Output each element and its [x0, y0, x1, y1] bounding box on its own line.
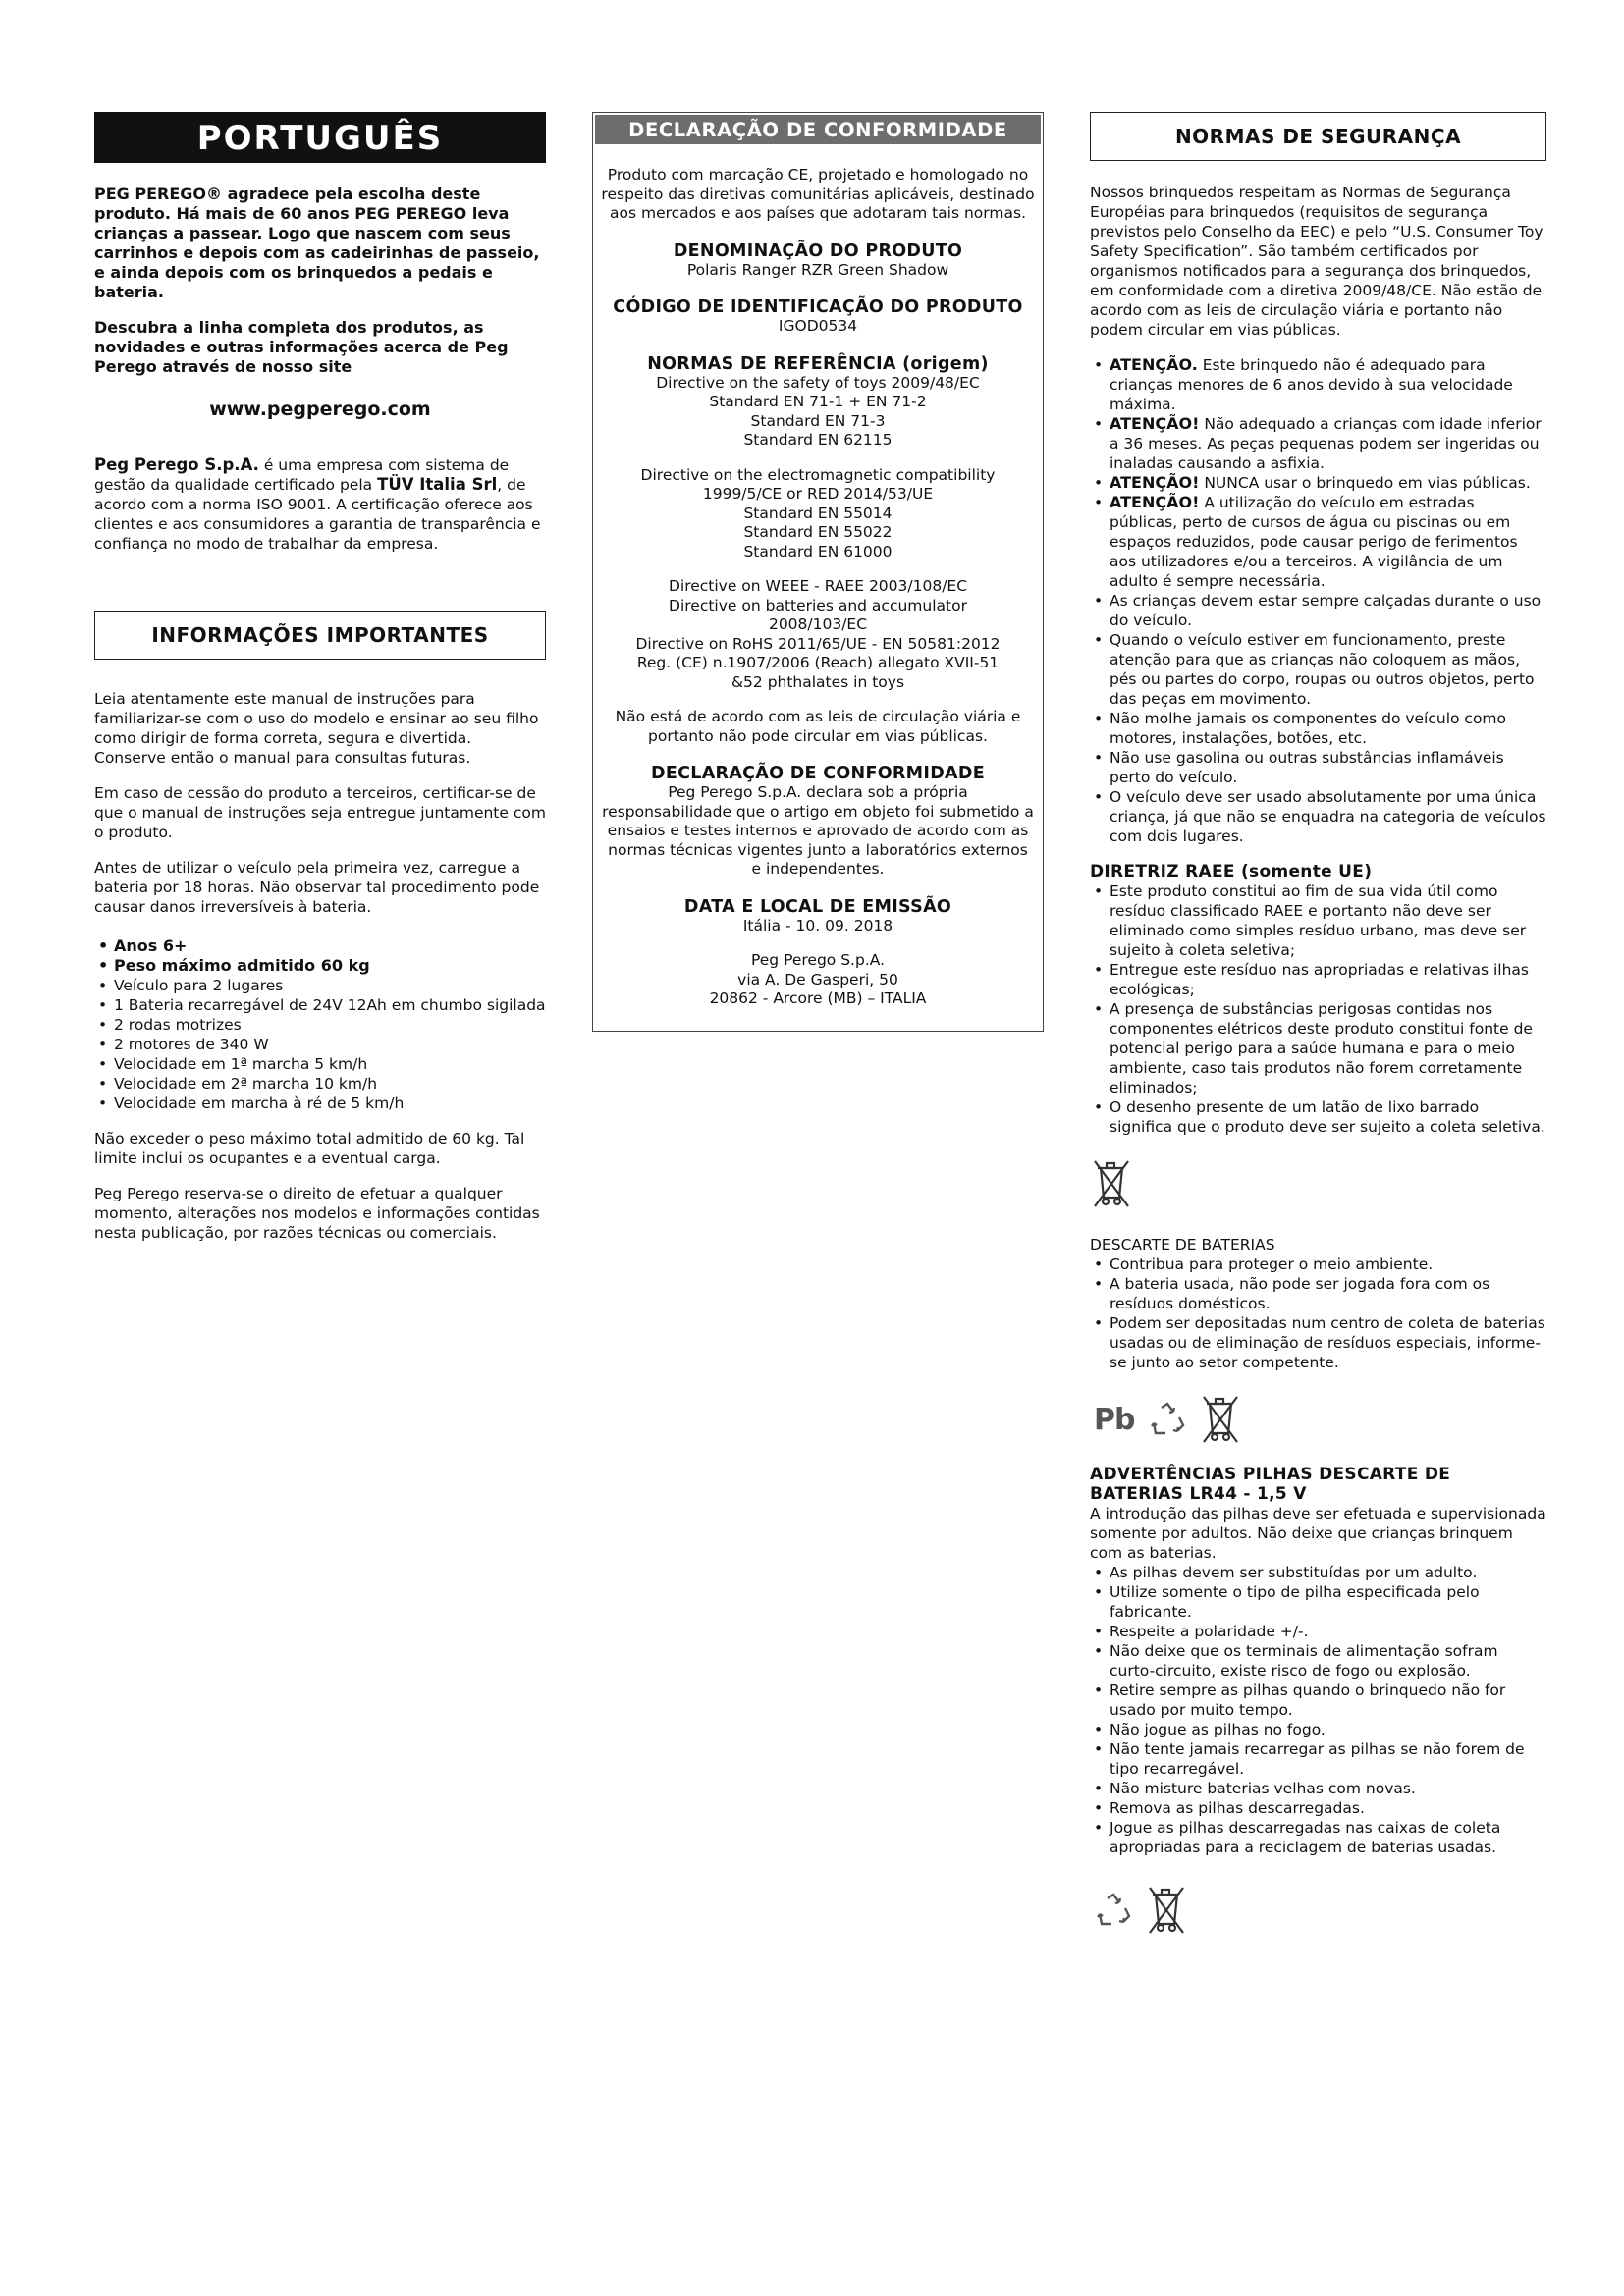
list-item: • O veículo deve ser usado absolutamente por uma única criança, já que não se enquadra na categoria de veículos com dois lugares.: [1090, 787, 1546, 846]
list-item: • 2 rodas motrizes: [94, 1015, 546, 1035]
product-code: IGOD0534: [778, 317, 858, 335]
norm-line: Standard EN 62115: [743, 431, 893, 449]
cells-heading: ADVERTÊNCIAS PILHAS DESCARTE DE BATERIAS LR44 - 1,5 V: [1090, 1465, 1451, 1504]
spec-list: [94, 936, 546, 1113]
raee-list: [1090, 881, 1546, 1137]
list-item: • A bateria usada, não pode ser jogada fora com os resíduos domésticos.: [1090, 1274, 1546, 1313]
norm-line: Standard EN 71-3: [750, 411, 886, 430]
list-item: • Não tente jamais recarregar as pilhas se não forem de tipo recarregável.: [1090, 1739, 1546, 1779]
list-item: • Entregue este resíduo nas apropriadas e relativas ilhas ecológicas;: [1090, 960, 1546, 999]
list-item: • Contribua para proteger o meio ambiente.: [1090, 1255, 1546, 1274]
norm-line: Directive on the safety of toys 2009/48/EC: [656, 373, 980, 392]
norm-line: Reg. (CE) n.1907/2006 (Reach) allegato XVII-51: [636, 654, 1000, 671]
list-item: • Não deixe que os terminais de alimentação sofram curto-circuito, existe risco de fogo ou explosão.: [1090, 1641, 1546, 1681]
list-item: • Velocidade em 1ª marcha 5 km/h: [94, 1054, 546, 1074]
list-item: • Não jogue as pilhas no fogo.: [1090, 1720, 1546, 1739]
list-item: • Peso máximo admitido 60 kg: [94, 956, 546, 976]
list-item: • Este produto constitui ao fim de sua vida útil como resíduo classificado RAEE e portanto não deve ser eliminado como simples resíduo urbano, mas deve ser sujeito à coleta seletiva;: [1090, 881, 1546, 960]
list-item: • As pilhas devem ser substituídas por um adulto.: [1090, 1563, 1546, 1582]
left-column: [94, 112, 546, 1243]
list-item: • Velocidade em marcha à ré de 5 km/h: [94, 1094, 546, 1113]
list-item: • Remova as pilhas descarregadas.: [1090, 1798, 1546, 1818]
norm-line: Directive on the electromagnetic compatibility: [640, 465, 996, 484]
cells-intro: A introdução das pilhas deve ser efetuada e supervisionada somente por adultos. Não deixe que crianças brinquem com as baterias.: [1090, 1505, 1546, 1562]
list-item: • Não misture baterias velhas com novas.: [1090, 1779, 1546, 1798]
list-item: • Jogue as pilhas descarregadas nas caixas de coleta apropriadas para a reciclagem de baterias usadas.: [1090, 1818, 1546, 1857]
language-title: PORTUGUÊS: [94, 112, 546, 163]
battery-list: [1090, 1255, 1546, 1372]
intro-text: PEG PEREGO® agradece pela escolha deste produto. Há mais de 60 anos PEG PEREGO leva crianças a passear. Logo que nascem com seus carrinhos e depois com as cadeirinhas de passeio, e ainda depois com os brinquedos a pedais e bateria.: [94, 185, 540, 301]
declaration-intro: Produto com marcação CE, projetado e homologado no respeito das diretivas comunitárias aplicáveis, destinado aos mercados e aos países que adotaram tais normas.: [601, 166, 1035, 222]
product-code-heading: CÓDIGO DE IDENTIFICAÇÃO DO PRODUTO: [613, 297, 1023, 317]
declaration-heading: DECLARAÇÃO DE CONFORMIDADE: [651, 764, 985, 783]
safety-heading: NORMAS DE SEGURANÇA: [1090, 112, 1546, 161]
list-item: • Velocidade em 2ª marcha 10 km/h: [94, 1074, 546, 1094]
website-link[interactable]: www.pegperego.com: [209, 399, 431, 420]
center-column: [592, 112, 1044, 1032]
declaration-title: DECLARAÇÃO DE CONFORMIDADE: [595, 115, 1041, 144]
right-column: [1090, 112, 1546, 1936]
list-item: • Não use gasolina ou outras substâncias inflamáveis perto do veículo.: [1090, 748, 1546, 787]
weee-icon-row: [1092, 1158, 1546, 1209]
raee-heading: DIRETRIZ RAEE (somente UE): [1090, 862, 1373, 881]
norm-line: Standard EN 55014: [743, 504, 893, 522]
info-paragraph-2: Em caso de cessão do produto a terceiros, certificar-se de que o manual de instruções seja entregue juntamente com o produto.: [94, 784, 546, 841]
product-name: Polaris Ranger RZR Green Shadow: [686, 260, 949, 279]
norm-line: &52 phthalates in toys: [731, 672, 905, 691]
company-text-1: é uma empresa com sistema de gestão da qualidade certificado pela: [94, 456, 510, 494]
lead-pb-icon: Pb: [1094, 1402, 1135, 1437]
address-line: 20862 - Arcore (MB) – ITALIA: [709, 989, 927, 1007]
cells-icon-row: [1094, 1885, 1546, 1936]
list-item: • O desenho presente de um latão de lixo barrado significa que o produto deve ser sujeito a coleta seletiva.: [1090, 1097, 1546, 1137]
weight-note: Não exceder o peso máximo total admitido de 60 kg. Tal limite inclui os ocupantes e a eventual carga.: [94, 1130, 525, 1167]
date-heading: DATA E LOCAL DE EMISSÃO: [683, 896, 952, 917]
norm-line: 1999/5/CE or RED 2014/53/UE: [702, 485, 934, 503]
norm-line: Directive on RoHS 2011/65/UE - EN 50581:2012: [635, 634, 1001, 653]
list-item: • Utilize somente o tipo de pilha especificada pelo fabricante.: [1090, 1582, 1546, 1622]
norm-line: 2008/103/EC: [768, 615, 868, 633]
list-item: • A presença de substâncias perigosas contidas nos componentes elétricos deste produto constitui fonte de potencial perigo para a saúde humana e para o meio ambiente, caso tais produtos não forem corretamente eliminados;: [1090, 999, 1546, 1097]
discover-text: Descubra a linha completa dos produtos, as novidades e outras informações acerca de Peg Perego através de nosso site: [94, 318, 509, 376]
warning-list: [1090, 355, 1546, 846]
info-paragraph-1: Leia atentamente este manual de instruções para familiarizar-se com o uso do modelo e ensinar ao seu filho como dirigir de forma correta, segura e divertida. Conserve então o manual para consultas futuras.: [94, 690, 539, 767]
important-info-heading: INFORMAÇÕES IMPORTANTES: [94, 611, 546, 660]
crossed-bin-icon: [1147, 1885, 1186, 1936]
list-item: • Quando o veículo estiver em funcionamento, preste atenção para que as crianças não coloquem as mãos, pés ou partes do corpo, roupas ou outros objetos, perto das peças em movimento.: [1090, 630, 1546, 709]
list-item: • Não molhe jamais os componentes do veículo como motores, instalações, botões, etc.: [1090, 709, 1546, 748]
roads-note: Não está de acordo com as leis de circulação viária e portanto não pode circular em vias públicas.: [615, 708, 1021, 745]
list-item: • Anos 6+: [94, 936, 546, 956]
company-name: Peg Perego S.p.A.: [94, 455, 259, 474]
battery-icon-row: [1094, 1394, 1546, 1445]
address-line: via A. De Gasperi, 50: [737, 970, 898, 988]
certifier-name: TÜV Italia Srl: [377, 475, 498, 494]
crossed-bin-icon: [1092, 1158, 1131, 1209]
rights-note: Peg Perego reserva-se o direito de efetuar a qualquer momento, alterações nos modelos e informações contidas nesta publicação, por razões técnicas ou comerciais.: [94, 1185, 540, 1242]
cells-list: [1090, 1563, 1546, 1857]
norm-line: Directive on WEEE - RAEE 2003/108/EC: [668, 577, 968, 595]
list-item: • ATENÇÃO! A utilização do veículo em estradas públicas, perto de cursos de água ou piscinas ou em espaços reduzidos, pode causar perigo de ferimentos aos utilizadores e/ou a terceiros. A vigilância de um adulto é sempre necessária.: [1090, 493, 1546, 591]
address-line: Peg Perego S.p.A.: [750, 951, 886, 969]
list-item: • 1 Bateria recarregável de 24V 12Ah em chumbo sigilada: [94, 995, 546, 1015]
company-paragraph: [94, 455, 546, 554]
declaration-text: Peg Perego S.p.A. declara sob a própria responsabilidade que o artigo em objeto foi submetido a ensaios e testes internos e aprovado de acordo com as normas técnicas vigentes junto a laboratórios externos e independentes.: [602, 783, 1034, 878]
info-paragraph-3: Antes de utilizar o veículo pela primeira vez, carregue a bateria por 18 horas. Não observar tal procedimento pode causar danos irreversíveis à bateria.: [94, 859, 540, 916]
list-item: • ATENÇÃO! Não adequado a crianças com idade inferior a 36 meses. As peças pequenas podem ser ingeridas ou inaladas causando a asfixia.: [1090, 414, 1546, 473]
battery-heading: DESCARTE DE BATERIAS: [1090, 1236, 1275, 1254]
list-item: • 2 motores de 340 W: [94, 1035, 546, 1054]
norms-heading: NORMAS DE REFERÊNCIA (origem): [647, 353, 989, 374]
norm-line: Standard EN 61000: [743, 542, 893, 561]
list-item: • Veículo para 2 lugares: [94, 976, 546, 995]
list-item: • ATENÇÃO. Este brinquedo não é adequado para crianças menores de 6 anos devido à sua velocidade máxima.: [1090, 355, 1546, 414]
list-item: • Podem ser depositadas num centro de coleta de baterias usadas ou de eliminação de resíduos especiais, informe-se junto ao setor competente.: [1090, 1313, 1546, 1372]
issue-date: Itália - 10. 09. 2018: [742, 916, 893, 934]
norm-line: Directive on batteries and accumulator: [669, 596, 967, 614]
product-name-heading: DENOMINAÇÃO DO PRODUTO: [673, 240, 963, 261]
company-text-2: , de acordo com a norma ISO 9001. A certificação oferece aos clientes e aos consumidores a garantia de transparência e confiança no modo de trabalhar da empresa.: [94, 476, 541, 553]
list-item: • Respeite a polaridade +/-.: [1090, 1622, 1546, 1641]
safety-intro: Nossos brinquedos respeitam as Normas de Segurança Européias para brinquedos (requisitos de segurança previstos pelo Conselho da EEC) e pelo “U.S. Consumer Toy Safety Specification”. São também certificados por organismos notificados para a segurança dos brinquedos, em conformidade com a diretiva 2009/48/CE. Não estão de acordo com as leis de circulação viária e portanto não podem circular em vias públicas.: [1090, 184, 1543, 339]
list-item: • Retire sempre as pilhas quando o brinquedo não for usado por muito tempo.: [1090, 1681, 1546, 1720]
recycle-icon: [1148, 1400, 1187, 1439]
list-item: • As crianças devem estar sempre calçadas durante o uso do veículo.: [1090, 591, 1546, 630]
norm-line: Standard EN 71-1 + EN 71-2: [709, 393, 927, 410]
crossed-bin-icon: [1201, 1394, 1240, 1445]
list-item: • ATENÇÃO! NUNCA usar o brinquedo em vias públicas.: [1090, 473, 1546, 493]
declaration-box: [592, 112, 1044, 1032]
norm-line: Standard EN 55022: [743, 523, 893, 541]
recycle-icon: [1094, 1891, 1133, 1930]
